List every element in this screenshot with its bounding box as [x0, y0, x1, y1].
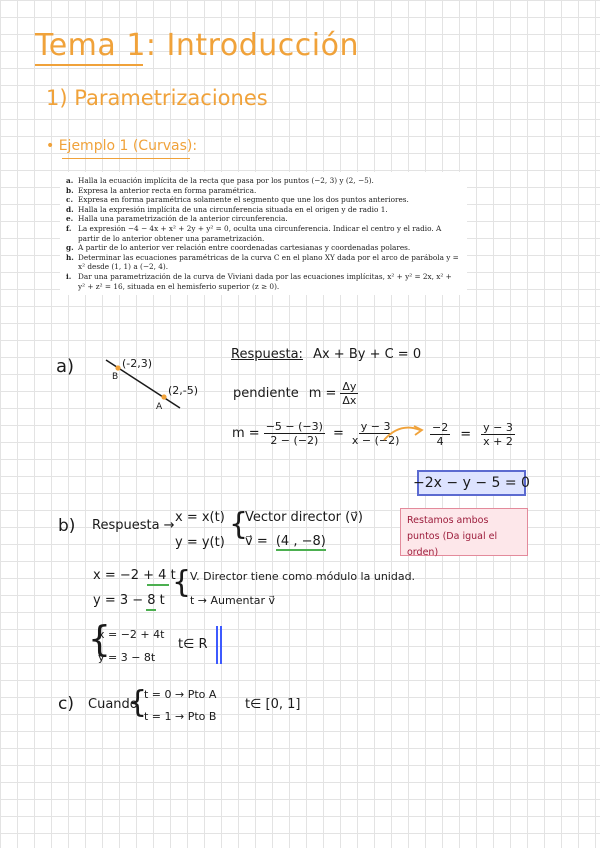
exercise-item: a. Halla la ecuación implícita de la recta que pasa por los puntos (−2, 3) y (2, −5). [66, 176, 374, 185]
fraction-3: $\frac{-2}{4}$ [432, 421, 449, 448]
exercise-item: h. Determinar las ecuaciones paramétricas de la curva C en el plano XY dada por el arco de parábola y = x² desde (1, 1) a (−2, 4). [66, 252, 459, 272]
t-one: t = 1 → Pto B [144, 710, 217, 723]
part-c-label: c) [58, 694, 74, 714]
title-underline [35, 64, 143, 66]
respuesta-b: Respuesta → [92, 518, 175, 533]
point-a-name: A [156, 402, 163, 412]
exercise-statement [60, 172, 467, 295]
brace: { [172, 565, 192, 600]
exercise-item: f. La expresión −4 − 4x + x² + 2y + y² = 0, oculta una circunferencia. Indicar el centro y el radio. A partir de lo anterior obtener una parametrización. [66, 223, 442, 243]
slope-computation: m = $\frac{-5 - (-3)}{2 - (-2)}$ = $\frac{y - 3}{x - (-2)}$ [232, 420, 400, 447]
end-bar [216, 626, 218, 664]
fraction-1: $\frac{-5 - (-3)}{2 - (-2)}$ [265, 420, 323, 447]
example-heading: • Ejemplo 1 (Curvas): [46, 138, 198, 154]
part-b-label: b) [58, 516, 76, 536]
cuando-label: Cuando [88, 697, 138, 712]
brace: { [88, 619, 111, 660]
t-zero: t = 0 → Pto A [144, 688, 217, 701]
x-parametric: x = −2 + 4 t [93, 568, 176, 583]
brace: { [229, 507, 249, 542]
exercise-item: i. Dar una parametrización de la curva de Viviani dada por las ecuaciones implícitas, x² + y² = 2x, x² + y² + z² = 16, situada en el hemisferio superior (z ≥ 0). [66, 271, 452, 291]
respuesta-label: Respuesta: Ax + By + C = 0 [231, 347, 422, 362]
section-heading: 1) Parametrizaciones [46, 86, 268, 110]
example-underline [62, 158, 190, 159]
part-a-label: a) [56, 356, 75, 377]
interval: t∈ [0, 1] [245, 697, 301, 712]
highlight-mark [147, 584, 169, 586]
domain: t∈ R [178, 637, 208, 652]
x-of-t: x = x(t) [175, 510, 225, 525]
slope-definition: pendiente m = $\frac{\Delta y}{\Delta x}$ [233, 380, 357, 407]
arrow-icon [382, 420, 426, 446]
system-y: y = 3 − 8t [98, 651, 156, 664]
point-b-dot [115, 365, 120, 370]
page-title: Tema 1: Introducción [35, 28, 359, 63]
brace: { [128, 685, 148, 720]
vector-value-line: v⃗ = (4 , −8) [245, 534, 326, 549]
fraction-2: $\frac{y - 3}{x - (-2)}$ [351, 420, 400, 447]
system-x: x = −2 + 4t [98, 628, 165, 641]
y-parametric: y = 3 − 8 t [93, 593, 165, 608]
exercise-item: b. Expresa la anterior recta en forma paramétrica. [66, 185, 257, 195]
exercise-item: g. A partir de lo anterior ver relación entre coordenadas cartesianas y coordenadas polares. [66, 243, 411, 253]
point-b-coords: (-2,3) [122, 357, 153, 370]
slope-fraction: $\frac{\Delta y}{\Delta x}$ [342, 380, 357, 407]
comment-unit: V. Director tiene como módulo la unidad. [190, 570, 416, 583]
answer-box: −2x − y − 5 = 0 [417, 470, 526, 496]
end-bar [220, 626, 222, 664]
slope-result: $\frac{-2}{4}$ = $\frac{y - 3}{x + 2}$ [432, 421, 513, 448]
exercise-item: c. Expresa en forma paramétrica solamente el segmento que une los dos puntos anteriores. [66, 195, 409, 205]
vector-title: Vector director (v⃗) [245, 510, 363, 525]
comment-increase: t → Aumentar v⃗ [190, 594, 276, 607]
exercise-item: d. Halla la expresión implícita de una circunferencia situada en el origen y de radio 1. [66, 204, 388, 214]
fraction-4: $\frac{y - 3}{x + 2}$ [483, 421, 513, 448]
point-a-coords: (2,-5) [168, 384, 199, 397]
point-a-dot [161, 394, 166, 399]
highlight-mark [146, 609, 156, 611]
point-b-name: B [112, 372, 119, 382]
note-box: Restamos ambos puntos (Da igual el orden) [400, 508, 528, 556]
y-of-t: y = y(t) [175, 535, 225, 550]
exercise-item: e. Halla una parametrización de la anterior circunferencia. [66, 214, 288, 224]
